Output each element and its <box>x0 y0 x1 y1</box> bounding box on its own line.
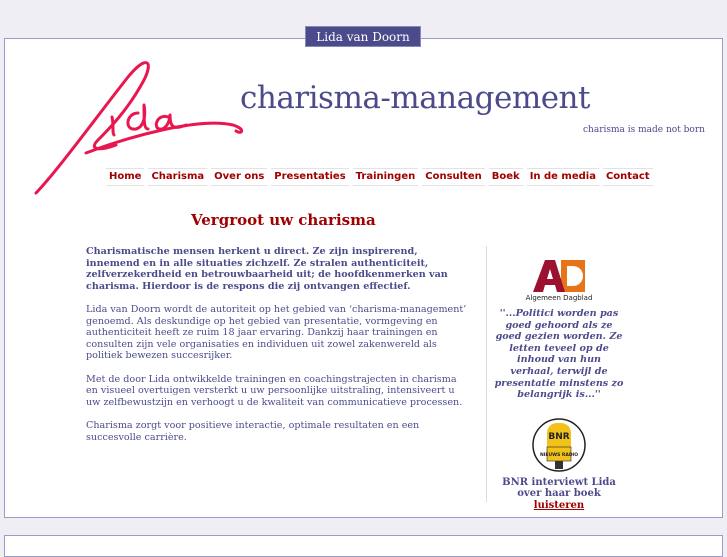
svg-text:BNR: BNR <box>548 431 570 442</box>
bnr-interview-text <box>494 477 624 512</box>
nav-contact[interactable]: Contact <box>603 168 653 186</box>
svg-text:Algemeen Dagblad: Algemeen Dagblad <box>525 294 593 302</box>
main-content <box>86 246 468 455</box>
nav-in-de-media[interactable]: In de media <box>527 168 599 186</box>
site-slogan: charisma is made not born <box>583 125 705 135</box>
bnr-text-line: over haar boek <box>517 488 601 500</box>
newspaper-quote: ''...Politici worden pas goed gehoord als ze goed gezien worden. Ze letten teveel op de inhoud van hun verhaal, terwijl de presentatie minstens zo belangrijk is...'' <box>494 308 624 401</box>
nav-home[interactable]: Home <box>106 168 144 186</box>
main-nav <box>106 168 653 186</box>
nav-presentaties[interactable]: Presentaties <box>271 168 348 186</box>
bnr-text-line: BNR interviewt Lida <box>502 476 616 488</box>
bnr-logo[interactable] <box>531 417 587 473</box>
footer-frame <box>4 535 723 557</box>
column-divider <box>486 246 487 502</box>
listen-link[interactable]: luisteren <box>533 499 585 511</box>
body-paragraph: Lida van Doorn wordt de autoriteit op het gebied van ‘charisma-management’ genoemd. Als deskundige op het gebied van presentatie, vormgeving en authenticiteit heeft ze ruim 18 jaar ervaring. Dankzij haar trainingen en consulten zijn vele organisaties en individuen uit zowel zakenwereld als politiek bewezen succesrijker. <box>86 303 467 362</box>
svg-text:NIEUWS RADIO: NIEUWS RADIO <box>539 452 579 458</box>
nav-over-ons[interactable]: Over ons <box>211 168 267 186</box>
body-paragraph: Charisma zorgt voor positieve interactie, optimale resultaten en een succesvolle carrière. <box>86 419 420 443</box>
nav-trainingen[interactable]: Trainingen <box>353 168 419 186</box>
site-title: charisma-management <box>240 80 590 116</box>
page-headline: Vergroot uw charisma <box>191 211 376 229</box>
intro-paragraph: Charismatische mensen herkent u direct. Ze zijn inspirerend, innemend en in alle situaties zichzelf. Ze stralen authenticiteit, zelfverzekerdheid en betrouwbaarheid uit; de hoofdkenmerken van charisma. Hierdoor is de respons die zij ontvangen effectief. <box>86 246 448 292</box>
body-paragraph: Met de door Lida ontwikkelde trainingen en coachingstrajecten in charisma en visueel overtuigen versterkt u uw persoonlijke uitstraling, intensiveert u uw zelfbewustzijn en verhoogt u de kwaliteit van communicatieve processen. <box>86 373 463 408</box>
site-owner-badge: Lida van Doorn <box>305 26 421 47</box>
nav-boek[interactable]: Boek <box>489 168 523 186</box>
nav-charisma[interactable]: Charisma <box>148 168 207 186</box>
ad-logo <box>525 258 593 306</box>
media-sidebar <box>494 258 624 512</box>
nav-consulten[interactable]: Consulten <box>422 168 485 186</box>
